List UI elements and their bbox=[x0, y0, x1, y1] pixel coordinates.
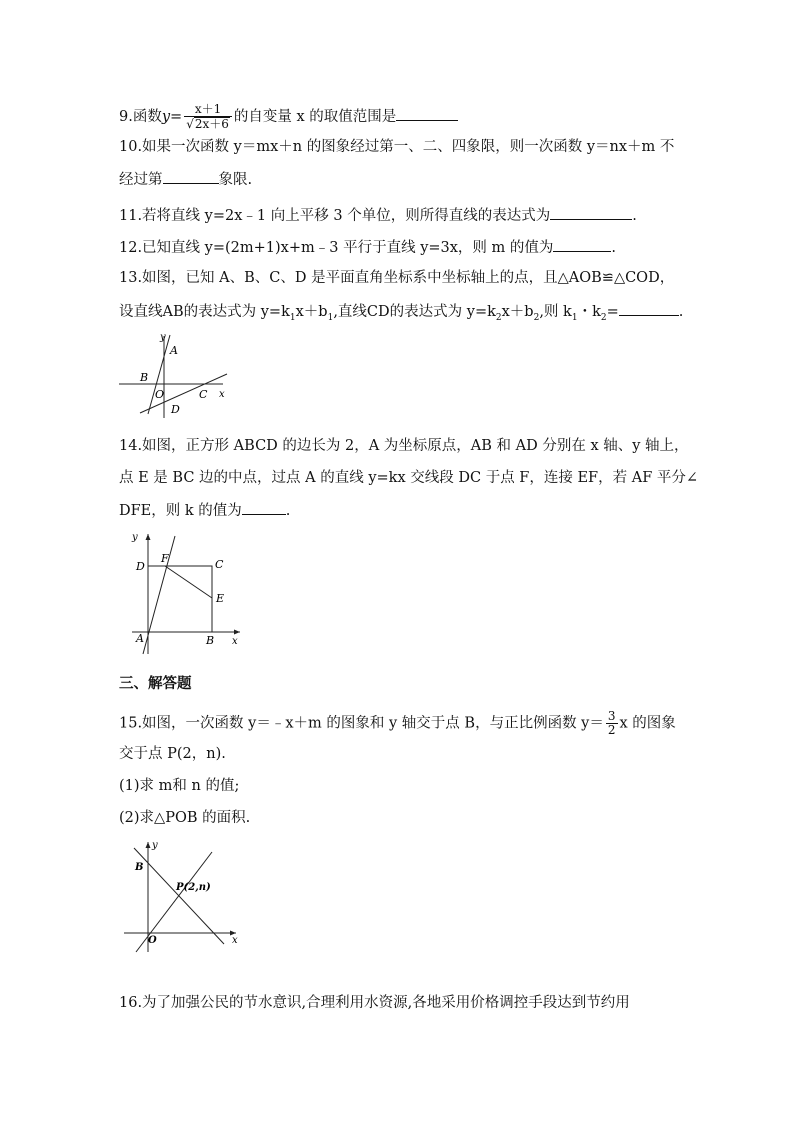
y-axis-label: y bbox=[160, 332, 166, 343]
question-15-line1: 15.如图，一次函数 y＝﹣x＋m 的图象和 y 轴交于点 B，与正比例函数 y＝ $\frac{3}{2}$ x 的图象 bbox=[119, 709, 676, 737]
y-axis-label: y bbox=[152, 840, 158, 851]
line-ab bbox=[148, 335, 170, 414]
x-axis-label: x bbox=[219, 389, 225, 400]
question-14-line3: DFE，则 k 的值为 . bbox=[119, 499, 290, 521]
question-13-line2: 设直线AB的表达式为 $y=k_1x+b_1$,直线CD的表达式为 $y=k_2x+b_2$,则 $k_1$・$k_2=$ . bbox=[119, 300, 683, 328]
point-d-label: D bbox=[171, 403, 180, 416]
question-13-line1: 13.如图，已知 A、B、C、D 是平面直角坐标系中坐标轴上的点，且△AOB≌△COD， bbox=[119, 270, 675, 286]
q9-numerator: x＋1 bbox=[184, 103, 232, 117]
question-10-line2: 经过第 象限. bbox=[119, 168, 252, 190]
question-10-line1: 10.如果一次函数 y＝mx＋n 的图象经过第一、二、四象限，则一次函数 y＝nx＋m 不 bbox=[119, 139, 675, 155]
answer-blank bbox=[396, 105, 458, 121]
point-e-label: E bbox=[216, 592, 225, 605]
q14-figure bbox=[128, 528, 248, 658]
answer-blank bbox=[242, 499, 286, 515]
point-c-label: C bbox=[199, 388, 208, 401]
x-axis-label: x bbox=[232, 935, 238, 946]
question-14-line1: 14.如图，正方形 ABCD 的边长为 2，A 为坐标原点，AB 和 AD 分别在 x 轴、y 轴上， bbox=[119, 438, 689, 454]
answer-blank bbox=[553, 236, 611, 252]
x-axis-label: x bbox=[232, 636, 238, 647]
segment-fe bbox=[165, 566, 212, 598]
point-d-label: D bbox=[136, 560, 145, 573]
question-15-part1: (1)求 m和 n 的值; bbox=[119, 778, 240, 794]
question-16: 16.为了加强公民的节水意识,合理利用水资源,各地采用价格调控手段达到节约用 bbox=[119, 995, 630, 1011]
q9-denominator: √2x＋6 bbox=[186, 117, 229, 131]
section-header: 三、解答题 bbox=[119, 676, 192, 692]
point-c-label: C bbox=[215, 558, 224, 571]
q15-fraction: $\frac{3}{2}$ bbox=[607, 709, 616, 737]
point-p-label: P(2,n) bbox=[176, 882, 211, 893]
origin-label: O bbox=[148, 935, 157, 946]
answer-blank bbox=[619, 300, 679, 316]
y-axis-label: y bbox=[132, 532, 138, 543]
q9-fraction bbox=[184, 103, 232, 131]
point-b-label: B bbox=[140, 371, 149, 384]
point-b-label: B bbox=[135, 862, 144, 873]
point-f-label: F bbox=[161, 552, 169, 565]
point-a-label: A bbox=[136, 632, 144, 645]
q13-figure bbox=[115, 330, 235, 420]
answer-blank bbox=[550, 204, 632, 220]
question-12: 12.已知直线 y=(2m+1)x+m﹣3 平行于直线 y=3x，则 m 的值为 . bbox=[119, 236, 616, 258]
q15-figure bbox=[118, 838, 248, 958]
question-9: 9.函数y= $\frac{x+1}{√2x+6}$ 的自变量 x 的取值范围是 bbox=[119, 103, 458, 131]
question-15-line2: 交于点 P(2，n). bbox=[119, 746, 226, 762]
question-14-line2: 点 E 是 BC 边的中点，过点 A 的直线 y=kx 交线段 DC 于点 F，连接 EF，若 AF 平分∠ bbox=[119, 470, 699, 486]
point-b-label: B bbox=[206, 634, 215, 647]
line-cd bbox=[140, 374, 227, 413]
answer-blank bbox=[163, 168, 219, 184]
question-15-part2: (2)求△POB 的面积. bbox=[119, 810, 251, 826]
origin-label: O bbox=[155, 388, 165, 401]
question-11: 11.若将直线 y=2x﹣1 向上平移 3 个单位，则所得直线的表达式为 . bbox=[119, 204, 637, 226]
point-a-label: A bbox=[170, 344, 178, 357]
